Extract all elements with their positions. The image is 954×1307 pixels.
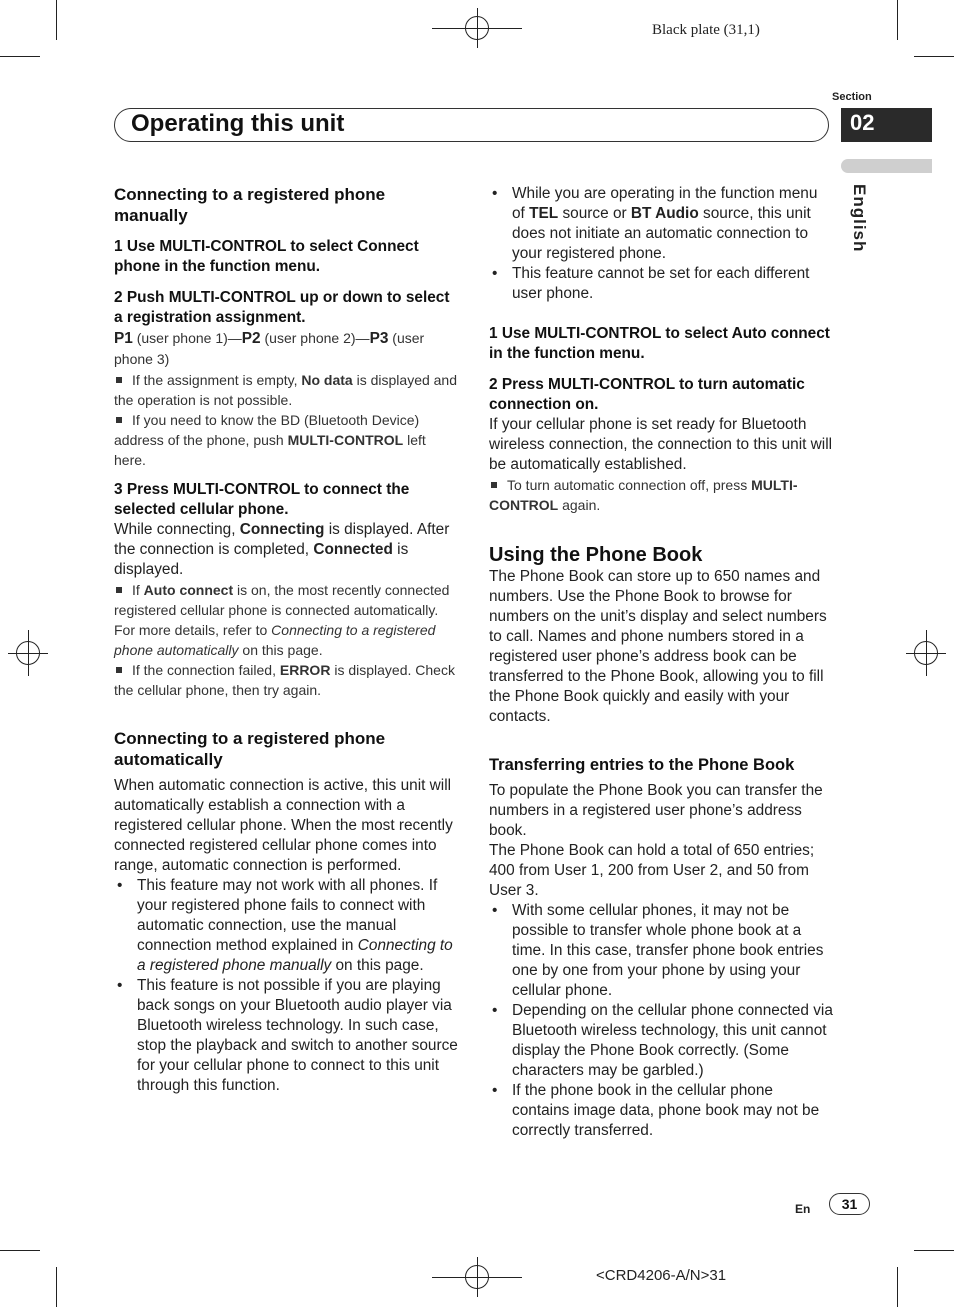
note-error: If the connection failed, ERROR is displayed. Check the cellular phone, then try again. [114,662,455,698]
right-column [489,184,834,1141]
list-item: • This feature may not work with all phones. If your registered phone fails to connect with automatic connection, use the manual connection method explained in Connecting to a registered phone manually on this page. [114,876,459,976]
note-empty: If the assignment is empty, No data is displayed and the operation is not possible. [114,372,458,408]
registration-circle [465,16,489,40]
step-1: 1 Use MULTI-CONTROL to select Connect phone in the function menu. [114,238,419,275]
list-item: • If the phone book in the cellular phone contains image data, phone book may not be correctly transferred. [489,1081,834,1141]
crop-mark [56,0,57,40]
document-code: <CRD4206-A/N>31 [596,1267,727,1284]
list-item: • This feature cannot be set for each different user phone. [489,264,834,304]
list-item: • While you are operating in the function menu of TEL source or BT Audio source, this unit does not initiate an automatic connection to your registered phone. [489,184,834,264]
note-turn-off: To turn automatic connection off, press MULTI-CONTROL again. [489,477,798,513]
heading-phone-book: Using the Phone Book [489,544,703,566]
list-item: • This feature is not possible if you are playing back songs on your Bluetooth audio player via Bluetooth wireless technology. In such case, stop the playback and switch to another source for your cellular phone to connect to this unit through this function. [114,976,459,1096]
assignment-options: P1 (user phone 1)—P2 (user phone 2)—P3 (user phone 3) [114,330,425,367]
page-title: Operating this unit [131,110,345,137]
note-auto-connect: If Auto connect is on, the most recently connected registered cellular phone is connected automatically. For more details, refer to Connecting to a registered phone automatically on this page. [114,582,450,658]
crop-mark [914,1250,954,1251]
transfer-paragraph-2: The Phone Book can hold a total of 650 entries; 400 from User 1, 200 from User 2, and 50 from User 3. [489,842,815,899]
left-column [114,184,459,1096]
page-number: 31 [829,1193,870,1215]
step-2: 2 Push MULTI-CONTROL up or down to select a registration assignment. [114,289,450,326]
step-2: 2 Press MULTI-CONTROL to turn automatic connection on. [489,376,805,413]
step-1: 1 Use MULTI-CONTROL to select Auto connect in the function menu. [489,325,830,362]
note-bd-address: If you need to know the BD (Bluetooth Device) address of the phone, push MULTI-CONTROL left here. [114,412,426,468]
crop-mark [0,56,40,57]
phone-book-paragraph: The Phone Book can store up to 650 names and numbers. Use the Phone Book to browse for numbers on the unit’s display and select numbers to call. Names and phone numbers stored in a registered user phone’s address book can be transferred to the Phone Book, allowing you to fill the Phone Book quickly and easily with your contacts. [489,568,827,725]
footer-language: En [795,1202,811,1216]
registration-circle [914,641,938,665]
transfer-paragraph-1: To populate the Phone Book you can transfer the numbers in a registered user phone’s address book. [489,782,823,839]
registration-circle [465,1265,489,1289]
list-item: • With some cellular phones, it may not be possible to transfer whole phone book at a time. In this case, transfer phone book entries one by one from your phone by using your cellular phone. [489,901,834,1001]
crop-mark [897,1267,898,1307]
crop-mark [0,1250,40,1251]
heading-connect-automatically: Connecting to a registered phone automatically [114,729,386,769]
language-tab [841,159,932,173]
registration-circle [16,641,40,665]
plate-label: Black plate (31,1) [652,22,760,38]
heading-connect-manually: Connecting to a registered phone manually [114,185,386,225]
auto-paragraph: When automatic connection is active, this unit will automatically establish a connection with a registered cellular phone. When the most recently connected registered cellular phone comes into range, automatic connection is performed. [114,777,453,874]
step-3: 3 Press MULTI-CONTROL to connect the selected cellular phone. [114,481,410,518]
list-item: • Depending on the cellular phone connected via Bluetooth wireless technology, this unit cannot display the Phone Book correctly. (Some characters may be garbled.) [489,1001,834,1081]
section-label: Section [832,91,872,103]
auto-connect-paragraph: If your cellular phone is set ready for Bluetooth wireless connection, the connection to this unit will be automatically established. [489,416,833,473]
connecting-status: While connecting, Connecting is displayed. After the connection is completed, Connected is displayed. [114,521,450,578]
crop-mark [56,1267,57,1307]
crop-mark [914,56,954,57]
crop-mark [897,0,898,40]
language-label: English [850,184,869,253]
heading-transferring: Transferring entries to the Phone Book [489,756,795,774]
section-number: 02 [850,110,875,135]
